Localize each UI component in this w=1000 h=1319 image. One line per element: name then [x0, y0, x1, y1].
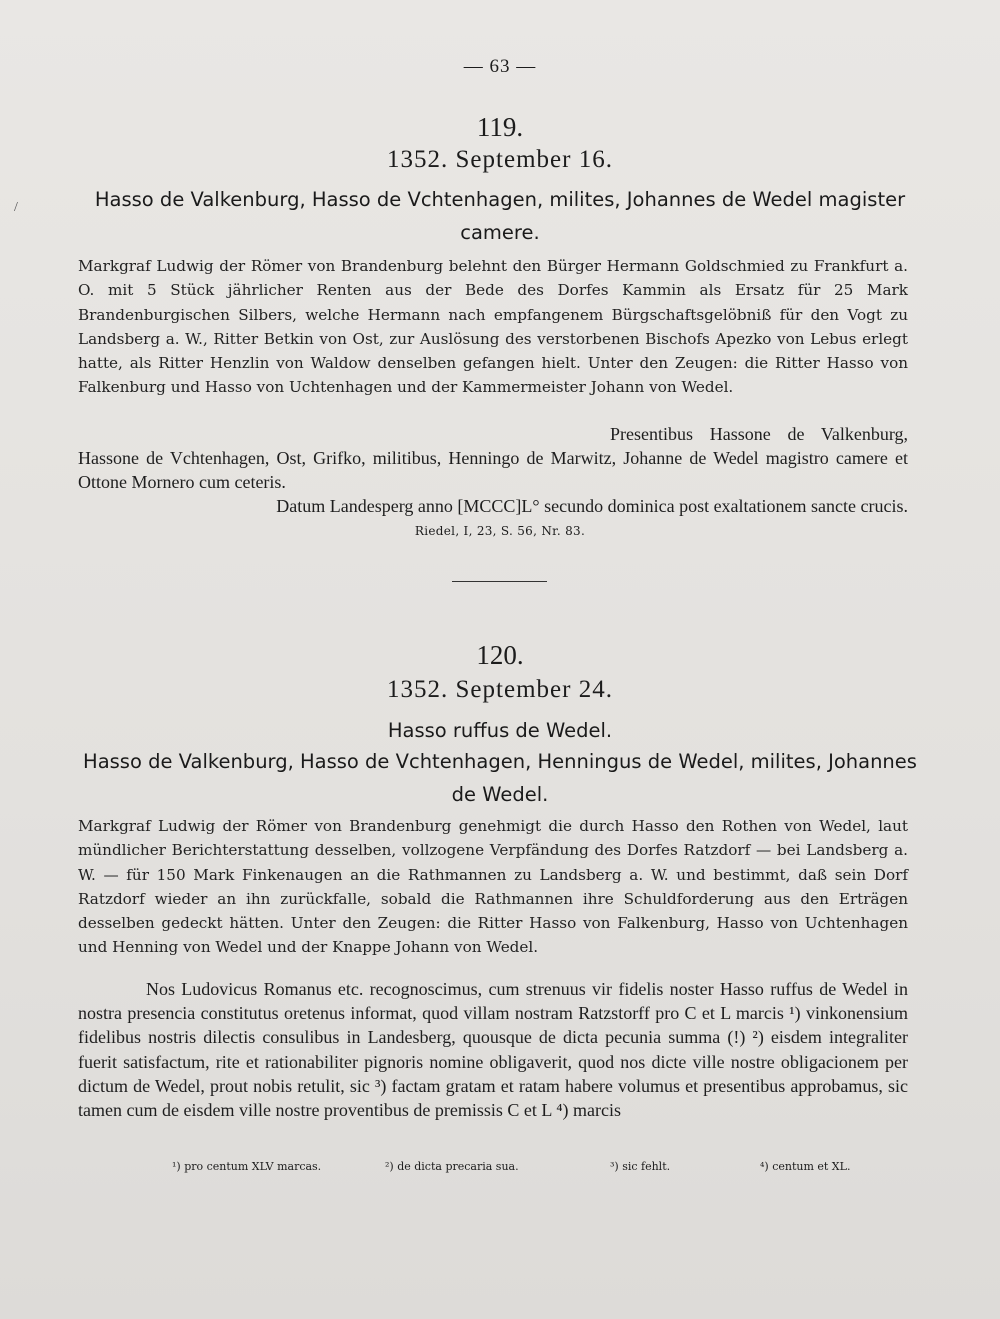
page-number: — 63 — — [463, 56, 537, 77]
separator-rule — [452, 581, 547, 582]
footnote-4: ⁴) centum et XL. — [760, 1160, 851, 1173]
latin-text-119 — [78, 422, 908, 493]
document-title-120-line2: Hasso de Valkenburg, Hasso de Vchtenhagen, Henningus de Wedel, milites, Johannes de Wedel. — [83, 750, 917, 806]
latin-text-120 — [78, 977, 908, 1122]
document-title-119: Hasso de Valkenburg, Hasso de Vchtenhagen, milites, Johannes de Wedel magister camere. — [94, 188, 906, 244]
document-title-120-line1: Hasso ruffus de Wedel. — [387, 719, 613, 742]
footnote-1: ¹) pro centum XLV marcas. — [172, 1160, 322, 1173]
latin-datum-119 — [78, 494, 908, 518]
source-citation-119: Riedel, I, 23, S. 56, Nr. 83. — [414, 524, 586, 538]
document-date-119: 1352. September 16. — [387, 146, 613, 173]
footnote-2: ²) de dicta precaria sua. — [385, 1160, 519, 1173]
document-summary-119: Markgraf Ludwig der Römer von Brandenburg belehnt den Bürger Hermann Goldschmied zu Frankfurt a. O. mit 5 Stück jährlicher Renten aus der Bede des Dorfes Kammin als Ersatz für 25 Mark Brandenburgischen Silbers, welche Hermann nach empfangenem Bürgschaftsgelöbniß für den Vogt zu Landsberg a. W., Ritter Betkin von Ost, zur Auslösung des verstorbenen Bischofs Apezko von Lebus erlegt hatte, als Ritter Henzlin von Waldow denselben gefangen hielt. Unter den Zeugen: die Ritter Hasso von Falkenburg und Hasso von Uchtenhagen und der Kammermeister Johann von Wedel. — [78, 257, 908, 397]
document-number-120: 120. — [476, 640, 524, 670]
margin-mark: / — [14, 200, 18, 215]
latin-body-120: Nos Ludovicus Romanus etc. recognoscimus, cum strenuus vir fidelis noster Hasso ruffus de Wedel in nostra presencia constitutus oretenus informat, quod villam nostram Ratzstorff pro C et L marcis ¹) vinkonensium fidelibus nostris dilectis consulibus in Landesberg, quousque de dicta pecunia summa (!) ²) eisdem integraliter fuerit satisfactum, rite et rationabiliter pignoris nomine obligaverit, quod nos dicte ville nostre obligacionem per dictum de Wedel, prout nobis retulit, sic ³) factam gratam et ratam habere volumus et presentibus approbamus, sic tamen cum de eisdem ville nostre proventibus de premissis C et L ⁴) marcis — [78, 979, 908, 1121]
datum-line-119: Datum Landesperg anno [MCCC]L° secundo dominica post exaltationem sancte crucis. — [276, 496, 908, 516]
document-date-120: 1352. September 24. — [387, 676, 613, 703]
document-summary-120: Markgraf Ludwig der Römer von Brandenburg genehmigt die durch Hasso den Rothen von Wedel, laut mündlicher Berichterstattung desselben, vollzogene Verpfändung des Dorfes Ratzdorf — bei Landsberg a. W. — für 150 Mark Finkenaugen an die Rathmannen zu Landsberg a. W. und bestimmt, daß sein Dorf Ratzdorf wieder an ihn zurückfalle, sobald die Rathmannen ihre Schuldforderung aus den Erträgen desselben gedeckt hätten. Unter den Zeugen: die Ritter Hasso von Falkenburg, Hasso von Uchtenhagen und Henning von Wedel und der Knappe Johann von Wedel. — [78, 817, 908, 957]
document-number-119: 119. — [476, 112, 524, 142]
footnotes — [160, 1160, 880, 1178]
footnote-3: ³) sic fehlt. — [610, 1160, 671, 1173]
latin-witnesses-119: Presentibus Hassone de Valkenburg, Hassone de Vchtenhagen, Ost, Grifko, militibus, Henningo de Marwitz, Johanne de Wedel magistro camere et Ottone Mornero cum ceteris. — [78, 424, 908, 493]
